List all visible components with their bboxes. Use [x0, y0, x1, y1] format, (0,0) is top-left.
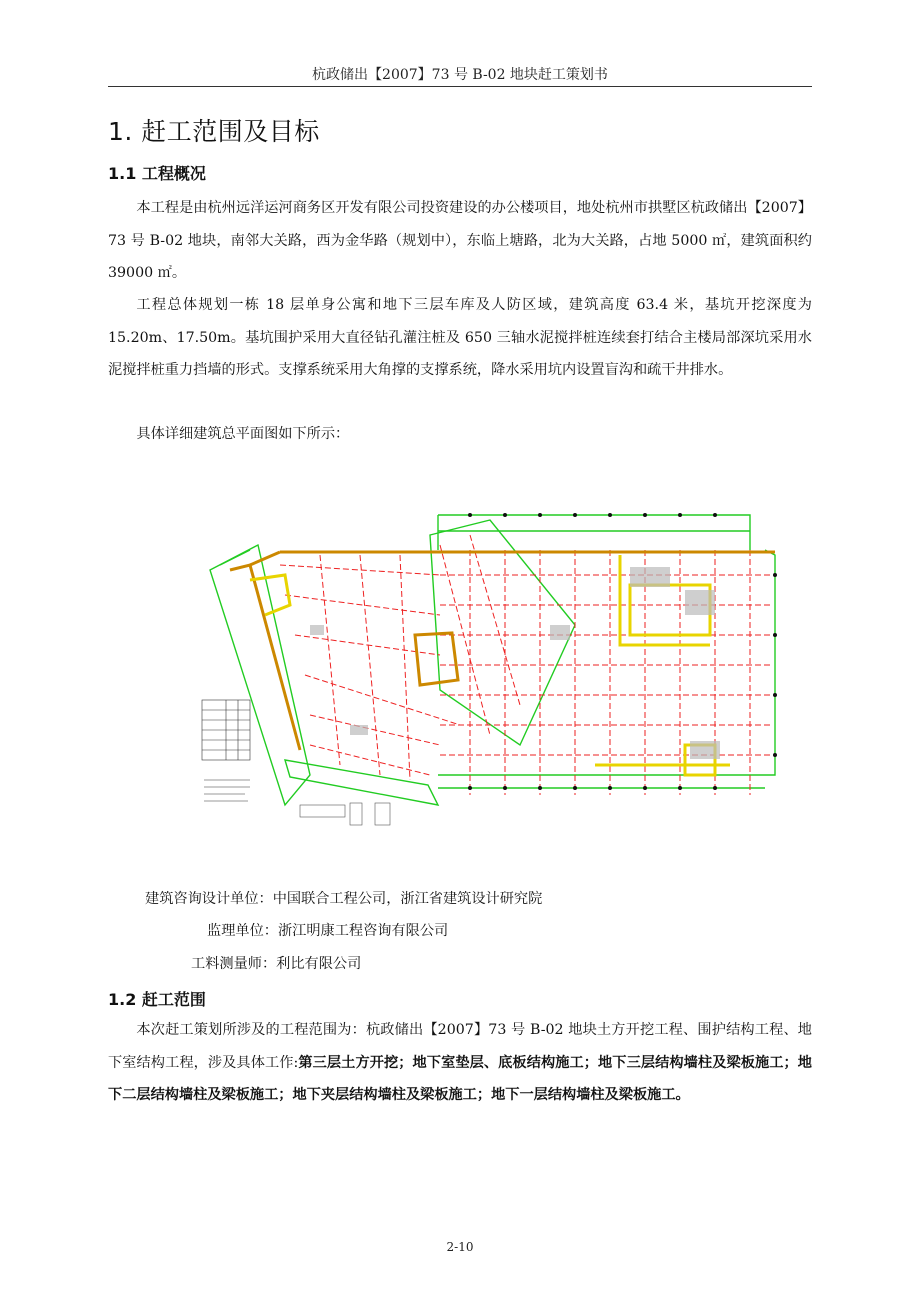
site-plan-drawing	[190, 505, 790, 840]
overview-paragraph-2: 工程总体规划一栋 18 层单身公寓和地下三层车库及人防区域，建筑高度 63.4 米，基坑开挖深度为 15.20m、17.50m。基坑围护采用大直径钻孔灌注桩及 650 三轴水泥搅拌桩连续套打结合主楼局部深坑采用水泥搅拌桩重力挡墙的形式。支撑系统采用大角撑的支撑系统，降水采用坑内设置盲沟和疏干井排水。	[108, 297, 812, 378]
plan-green-outline	[210, 515, 775, 805]
plan-bottom-detail	[300, 803, 390, 825]
credit-design-unit: 建筑咨询设计单位：中国联合工程公司，浙江省建筑设计研究院	[145, 891, 543, 907]
scope-text-bold: 第三层土方开挖；地下室垫层、底板结构施工；地下三层结构墙柱及梁板施工；地下二层结构墙柱及梁板施工；地下夹层结构墙柱及梁板施工；地下一层结构墙柱及梁板施工。	[108, 1054, 812, 1103]
page-header: 杭政储出【2007】73 号 B-02 地块赶工策划书	[312, 67, 608, 83]
scope-paragraph	[108, 1014, 812, 1112]
scope-text-normal: 本次赶工策划所涉及的工程范围为：杭政储出【2007】73 号 B-02 地块土方开挖工程、围护结构工程、地下室结构工程，涉及具体工作:	[108, 1022, 812, 1071]
overview-paragraph-1: 本工程是由杭州远洋运河商务区开发有限公司投资建设的办公楼项目，地处杭州市拱墅区杭政储出【2007】73 号 B-02 地块，南邻大关路，西为金华路（规划中），东临上塘路，北为大关路，占地 5000 ㎡，建筑面积约 39000 ㎡。	[108, 200, 812, 281]
header-rule	[108, 86, 812, 87]
overview-paragraph-3: 具体详细建筑总平面图如下所示：	[136, 426, 350, 442]
plan-boundary	[230, 552, 775, 750]
subsection-title-overview: 1.1 工程概况	[108, 164, 206, 183]
subsection-title-scope: 1.2 赶工范围	[108, 990, 206, 1009]
section-title: 1. 赶工范围及目标	[108, 117, 320, 146]
credit-supervision-unit: 监理单位：浙江明康工程咨询有限公司	[207, 923, 449, 939]
plan-column-dots	[468, 513, 777, 790]
plan-legend-table	[202, 700, 250, 801]
plan-grey-patches	[310, 567, 720, 759]
page-number: 2-10	[446, 1240, 474, 1254]
credit-quantity-surveyor: 工料测量师：利比有限公司	[191, 956, 362, 972]
